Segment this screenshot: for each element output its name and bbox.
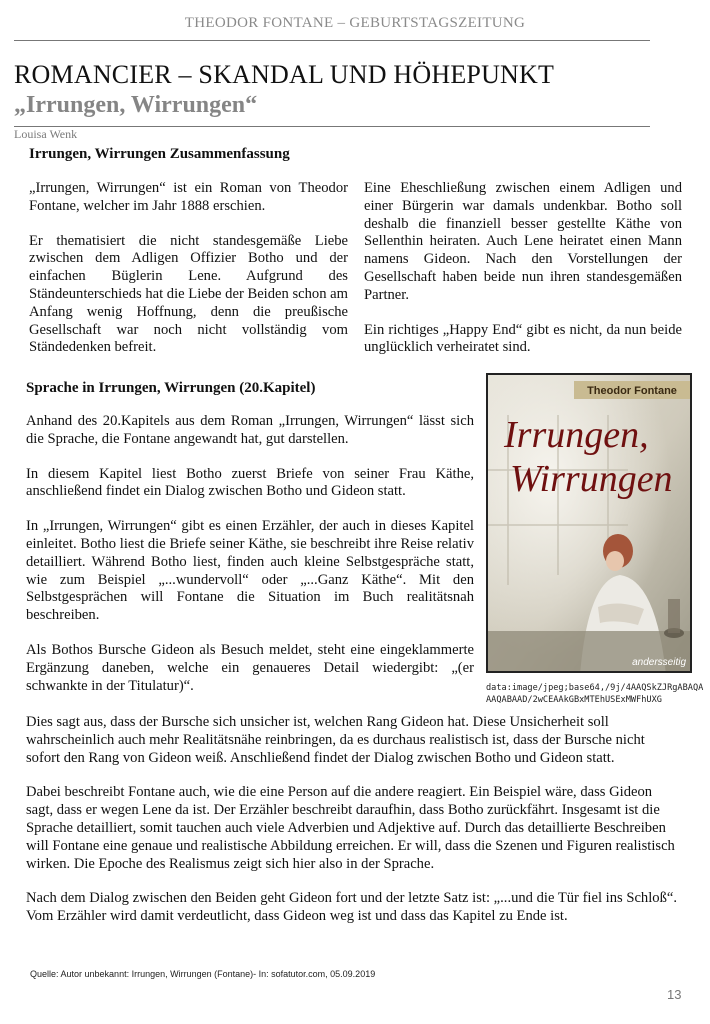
caption-line: data:image/jpeg;base64,/9j/4AAQSkZJRgABAQA [486,683,704,693]
cover-publisher: andersseitig [632,657,686,668]
section-heading-summary: Irrungen, Wirrungen Zusammenfassung [29,146,290,162]
source-citation: Quelle: Autor unbekannt: Irrungen, Wirrungen (Fontane)- In: sofatutor.com, 05.09.2019 [30,969,376,979]
summary-paragraph: „Irrungen, Wirrungen“ ist ein Roman von Theodor Fontane, welcher im Jahr 1888 erschien. [29,180,348,214]
cover-author: Theodor Fontane [587,385,677,397]
summary-paragraph: Er thematisiert die nicht standesgemäße Liebe zwischen dem Adligen Offizier Botho und der einfachen Büglerin Lene. Aufgrund des Ständeunterschieds hat die Liebe der Beiden schon am Anfang wenig Hoffnung, denn die preußische Gesellschaft war noch nicht vollständig vom Ständedenken befreit. [29,232,348,356]
language-paragraph: In diesem Kapitel liest Botho zuerst Briefe von seiner Frau Käthe, anschließend findet ein Dialog zwischen Botho und Gideon statt. [26,465,474,500]
language-paragraph: Anhand des 20.Kapitels aus dem Roman „Irrungen, Wirrungen“ lässt sich die Sprache, die Fontane angewandt hat, gut darstellen. [26,413,474,447]
summary-paragraph: Eine Eheschließung zwischen einem Adligen und einer Bürgerin war damals undenkbar. Botho soll deshalb die finanziell besser gestellte Käthe von Sellenthin heiraten. Auch Lene heiratet einen Mann namens Gideon. Nach den Vorstellungen der Gesellschaft haben beide nun ihren standesgemäßen Partner. [364,180,682,303]
language-column [26,413,474,695]
header-divider [14,40,650,41]
language-full-width [26,714,682,926]
book-cover-artwork [488,375,690,671]
author-name: Louisa Wenk [14,127,78,141]
running-header: THEODOR FONTANE – GEBURTSTAGSZEITUNG [184,15,526,31]
summary-right-column [364,180,682,357]
cover-title-line1: Irrungen, [504,414,649,456]
page-number: 13 [667,987,682,1002]
language-paragraph: Dies sagt aus, dass der Bursche sich unsicher ist, welchen Rang Gideon hat. Diese Unsicherheit soll wahrscheinlich auch mehr Realitätsnähe reinbringen, da es durchaus realistisch ist, dass der Bursche nicht sofort den Rang von Gideon weiß. Anschließend findet der Dialog zwischen Botho und Gideon statt. [26,714,645,766]
caption-line: AAQABAAD/2wCEAAkGBxMTEhUSExMWFhUXG [486,695,662,705]
cover-title-line2: Wirrungen [510,458,673,500]
summary-paragraph: Ein richtiges „Happy End“ gibt es nicht, da nun beide unglücklich verheiratet sind. [364,321,682,356]
book-cover-image [486,373,692,673]
section-heading-language: Sprache in Irrungen, Wirrungen (20.Kapitel) [26,380,316,396]
image-caption [486,682,703,706]
summary-left-column [29,180,348,357]
article-subtitle: „Irrungen, Wirrungen“ [14,92,258,118]
article-title: ROMANCIER – SKANDAL UND HÖHEPUNKT [14,60,555,89]
language-paragraph: Dabei beschreibt Fontane auch, wie die eine Person auf die andere reagiert. Ein Beispiel wäre, dass Gideon sagt, dass er wegen Lene da ist. Der Erzähler beschreibt daraufhin, dass Botho zurückfährt. Insgesamt ist die Sprache detailliert, somit tauchen auch viele Adverbien und Adjektive auf. Durch das detaillierte Beschreiben will Fontane eine genaue und realistische Abbildung erreichen. Er will, dass die Szenen und Figuren realistisch wirken. Die Epoche des Realismus zeigt sich hier also in der Sprache. [26,784,675,872]
title-divider [14,126,650,127]
language-paragraph: In „Irrungen, Wirrungen“ gibt es einen Erzähler, der auch in dieses Kapitel einleitet. Botho liest die Briefe seiner Käthe, sie beschreibt ihre Reise relativ detailliert. Während Botho liest, finden auch kleine Selbstgespräche statt, wie zum Beispiel „...wundervoll“ oder „...Ganz Käthe“. Mit den Selbstgesprächen will Fontane die Situation im Buch realitätsnah beschreiben. [26,518,474,624]
language-paragraph: Als Bothos Bursche Gideon als Besuch meldet, steht eine eingeklammerte Ergänzung daneben, welche ein genaueres Detail wiedergibt: „(er schwankte in der Titulatur)“. [26,641,474,694]
language-paragraph: Nach dem Dialog zwischen den Beiden geht Gideon fort und der letzte Satz ist: „...und die Tür fiel ins Schloß“. Vom Erzähler wird damit verdeutlicht, dass Gideon weg ist und dass das Kapitel zu Ende ist. [26,890,678,925]
